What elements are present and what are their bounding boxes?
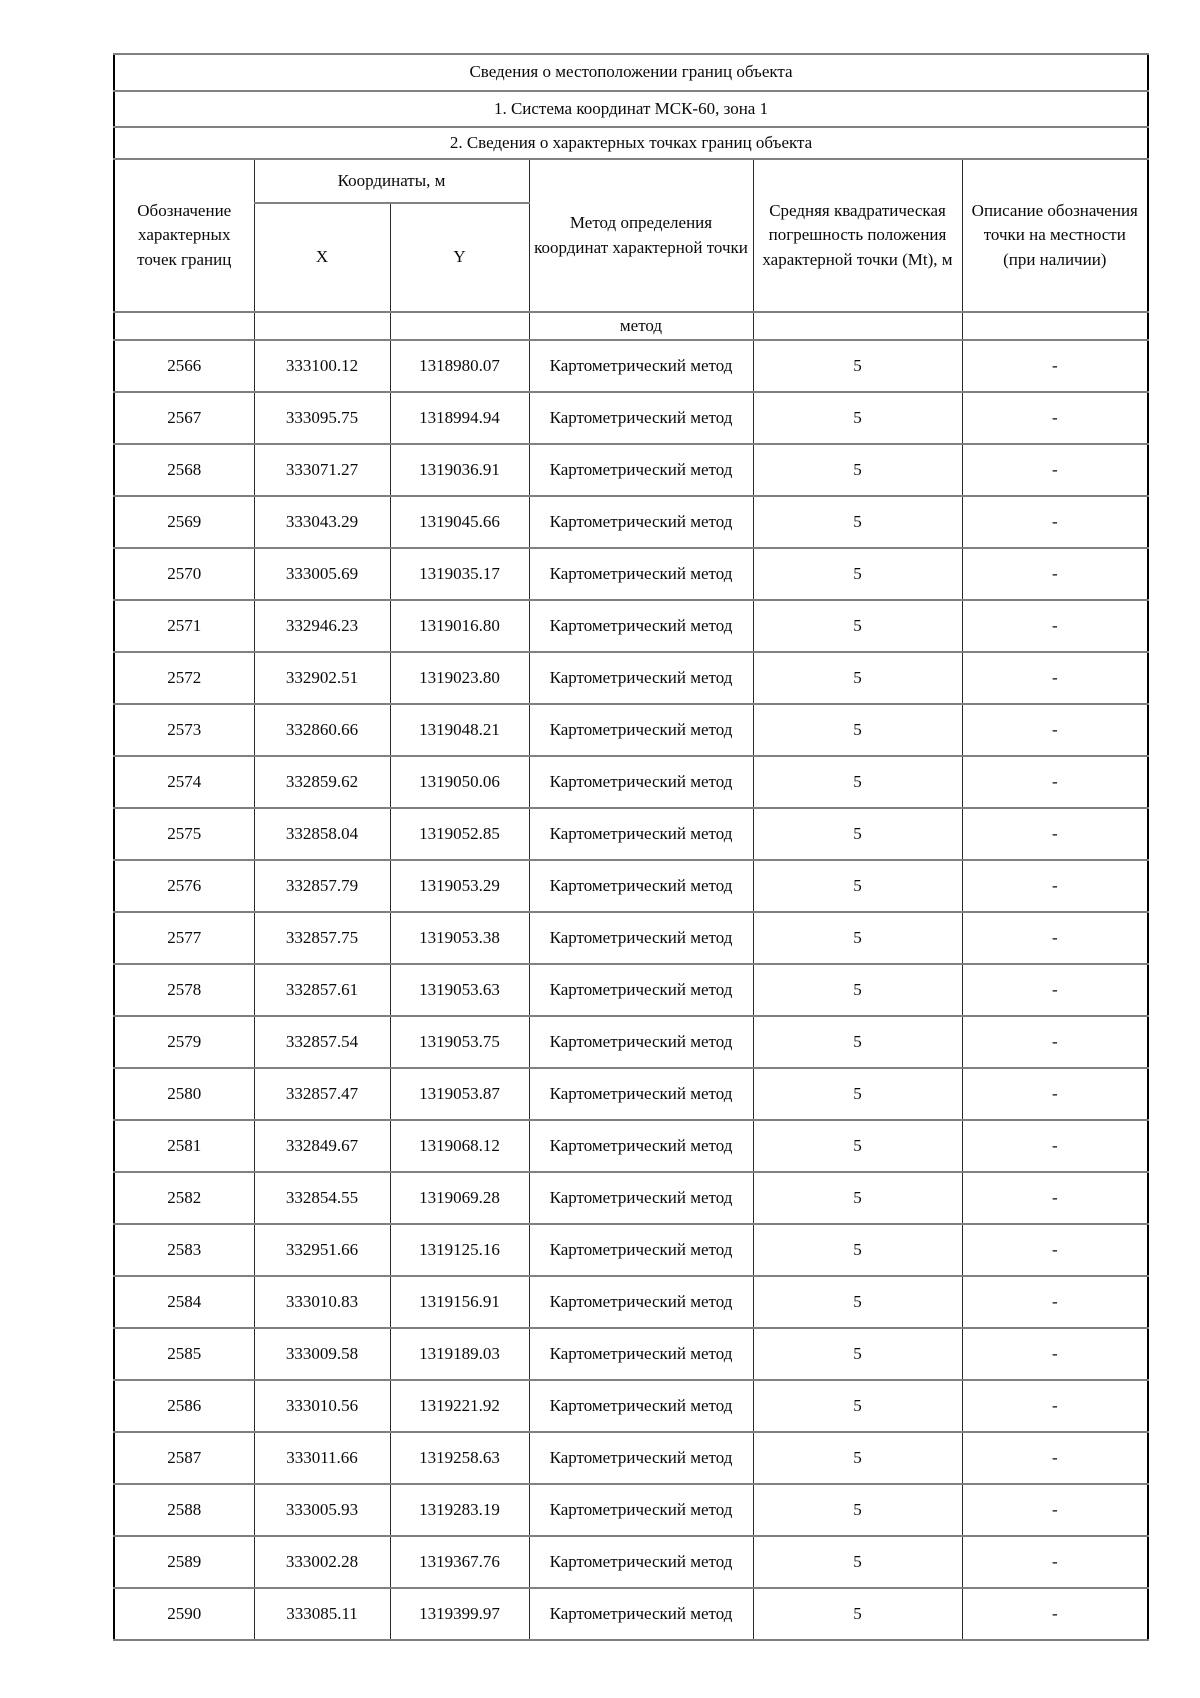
x-cell bbox=[254, 312, 390, 340]
method-cell: Картометрический метод bbox=[529, 808, 753, 860]
description-cell: - bbox=[962, 340, 1148, 392]
x-cell: 332857.54 bbox=[254, 1016, 390, 1068]
method-cell: Картометрический метод bbox=[529, 756, 753, 808]
method-cell: Картометрический метод bbox=[529, 964, 753, 1016]
point-cell: 2568 bbox=[114, 444, 254, 496]
point-cell: 2571 bbox=[114, 600, 254, 652]
x-cell: 332860.66 bbox=[254, 704, 390, 756]
y-cell: 1319283.19 bbox=[390, 1484, 529, 1536]
method-cell: Картометрический метод bbox=[529, 1380, 753, 1432]
point-cell: 2579 bbox=[114, 1016, 254, 1068]
coordinate-system-row bbox=[114, 91, 1148, 127]
y-cell: 1319053.38 bbox=[390, 912, 529, 964]
y-cell: 1319156.91 bbox=[390, 1276, 529, 1328]
point-cell: 2587 bbox=[114, 1432, 254, 1484]
x-cell: 332902.51 bbox=[254, 652, 390, 704]
x-cell: 333005.93 bbox=[254, 1484, 390, 1536]
y-cell: 1319016.80 bbox=[390, 600, 529, 652]
table-row bbox=[114, 1328, 1148, 1380]
header-description: Описание обозначения точки на местности (при наличии) bbox=[962, 159, 1148, 312]
error-cell: 5 bbox=[753, 1536, 962, 1588]
point-cell: 2583 bbox=[114, 1224, 254, 1276]
error-cell: 5 bbox=[753, 1588, 962, 1640]
method-cell: Картометрический метод bbox=[529, 1224, 753, 1276]
point-cell: 2570 bbox=[114, 548, 254, 600]
y-cell: 1319048.21 bbox=[390, 704, 529, 756]
method-cell: Картометрический метод bbox=[529, 496, 753, 548]
error-cell: 5 bbox=[753, 600, 962, 652]
table-row bbox=[114, 1120, 1148, 1172]
point-cell: 2588 bbox=[114, 1484, 254, 1536]
error-cell: 5 bbox=[753, 1276, 962, 1328]
x-cell: 333010.83 bbox=[254, 1276, 390, 1328]
x-cell: 333043.29 bbox=[254, 496, 390, 548]
document-title: Сведения о местоположении границ объекта bbox=[114, 54, 1148, 91]
x-cell: 332854.55 bbox=[254, 1172, 390, 1224]
table-row bbox=[114, 1380, 1148, 1432]
error-cell: 5 bbox=[753, 1120, 962, 1172]
column-headers-row bbox=[114, 159, 1148, 203]
table-row bbox=[114, 808, 1148, 860]
point-cell bbox=[114, 312, 254, 340]
error-cell: 5 bbox=[753, 704, 962, 756]
point-cell: 2582 bbox=[114, 1172, 254, 1224]
point-cell: 2585 bbox=[114, 1328, 254, 1380]
description-cell bbox=[962, 312, 1148, 340]
points-tbody bbox=[114, 312, 1148, 1640]
header-coordinates-group: Координаты, м bbox=[254, 159, 529, 203]
description-cell: - bbox=[962, 704, 1148, 756]
table-row bbox=[114, 1588, 1148, 1640]
y-cell: 1319399.97 bbox=[390, 1588, 529, 1640]
method-cell: Картометрический метод bbox=[529, 860, 753, 912]
x-cell: 333005.69 bbox=[254, 548, 390, 600]
table-row bbox=[114, 860, 1148, 912]
x-cell: 333010.56 bbox=[254, 1380, 390, 1432]
point-cell: 2586 bbox=[114, 1380, 254, 1432]
point-cell: 2577 bbox=[114, 912, 254, 964]
table-row bbox=[114, 1276, 1148, 1328]
description-cell: - bbox=[962, 548, 1148, 600]
method-cell: Картометрический метод bbox=[529, 392, 753, 444]
table-row bbox=[114, 912, 1148, 964]
method-cell: Картометрический метод bbox=[529, 1484, 753, 1536]
method-cell: Картометрический метод bbox=[529, 1588, 753, 1640]
method-cell: метод bbox=[529, 312, 753, 340]
description-cell: - bbox=[962, 392, 1148, 444]
point-cell: 2589 bbox=[114, 1536, 254, 1588]
point-cell: 2581 bbox=[114, 1120, 254, 1172]
error-cell: 5 bbox=[753, 1068, 962, 1120]
table-row bbox=[114, 444, 1148, 496]
error-cell: 5 bbox=[753, 964, 962, 1016]
error-cell: 5 bbox=[753, 1016, 962, 1068]
error-cell: 5 bbox=[753, 444, 962, 496]
y-cell: 1319053.63 bbox=[390, 964, 529, 1016]
point-cell: 2578 bbox=[114, 964, 254, 1016]
header-x: X bbox=[254, 203, 390, 312]
method-cell: Картометрический метод bbox=[529, 600, 753, 652]
y-cell: 1319221.92 bbox=[390, 1380, 529, 1432]
description-cell: - bbox=[962, 756, 1148, 808]
table-row bbox=[114, 1016, 1148, 1068]
point-cell: 2566 bbox=[114, 340, 254, 392]
table-row bbox=[114, 496, 1148, 548]
y-cell: 1319035.17 bbox=[390, 548, 529, 600]
method-cell: Картометрический метод bbox=[529, 912, 753, 964]
method-cell: Картометрический метод bbox=[529, 1328, 753, 1380]
table-row bbox=[114, 756, 1148, 808]
header-method: Метод определения координат характерной точки bbox=[529, 159, 753, 312]
point-cell: 2572 bbox=[114, 652, 254, 704]
method-cell: Картометрический метод bbox=[529, 1172, 753, 1224]
y-cell: 1319189.03 bbox=[390, 1328, 529, 1380]
description-cell: - bbox=[962, 1172, 1148, 1224]
coordinate-system-label: 1. Система координат МСК-60, зона 1 bbox=[114, 91, 1148, 127]
description-cell: - bbox=[962, 912, 1148, 964]
method-cell: Картометрический метод bbox=[529, 1068, 753, 1120]
table-row bbox=[114, 1432, 1148, 1484]
boundary-points-table bbox=[113, 53, 1149, 1641]
description-cell: - bbox=[962, 600, 1148, 652]
method-cell: Картометрический метод bbox=[529, 444, 753, 496]
x-cell: 332857.61 bbox=[254, 964, 390, 1016]
y-cell: 1319036.91 bbox=[390, 444, 529, 496]
x-cell: 332857.79 bbox=[254, 860, 390, 912]
description-cell: - bbox=[962, 860, 1148, 912]
table-row bbox=[114, 340, 1148, 392]
description-cell: - bbox=[962, 1380, 1148, 1432]
y-cell: 1319050.06 bbox=[390, 756, 529, 808]
x-cell: 333002.28 bbox=[254, 1536, 390, 1588]
point-cell: 2574 bbox=[114, 756, 254, 808]
method-cell: Картометрический метод bbox=[529, 1016, 753, 1068]
header-y: Y bbox=[390, 203, 529, 312]
method-cell: Картометрический метод bbox=[529, 1276, 753, 1328]
y-cell: 1319068.12 bbox=[390, 1120, 529, 1172]
description-cell: - bbox=[962, 652, 1148, 704]
error-cell: 5 bbox=[753, 1380, 962, 1432]
carryover-row bbox=[114, 312, 1148, 340]
point-cell: 2576 bbox=[114, 860, 254, 912]
method-cell: Картометрический метод bbox=[529, 652, 753, 704]
description-cell: - bbox=[962, 1536, 1148, 1588]
error-cell: 5 bbox=[753, 496, 962, 548]
error-cell: 5 bbox=[753, 912, 962, 964]
table-row bbox=[114, 704, 1148, 756]
method-cell: Картометрический метод bbox=[529, 548, 753, 600]
description-cell: - bbox=[962, 444, 1148, 496]
point-cell: 2573 bbox=[114, 704, 254, 756]
table-row bbox=[114, 392, 1148, 444]
description-cell: - bbox=[962, 496, 1148, 548]
x-cell: 333095.75 bbox=[254, 392, 390, 444]
point-cell: 2575 bbox=[114, 808, 254, 860]
y-cell: 1318980.07 bbox=[390, 340, 529, 392]
table-row bbox=[114, 1224, 1148, 1276]
description-cell: - bbox=[962, 964, 1148, 1016]
x-cell: 332857.75 bbox=[254, 912, 390, 964]
x-cell: 332946.23 bbox=[254, 600, 390, 652]
document-title-row bbox=[114, 54, 1148, 91]
y-cell: 1319053.75 bbox=[390, 1016, 529, 1068]
section-2-label: 2. Сведения о характерных точках границ объекта bbox=[114, 127, 1148, 159]
y-cell: 1319053.29 bbox=[390, 860, 529, 912]
error-cell: 5 bbox=[753, 1484, 962, 1536]
point-cell: 2590 bbox=[114, 1588, 254, 1640]
y-cell: 1319023.80 bbox=[390, 652, 529, 704]
error-cell: 5 bbox=[753, 1328, 962, 1380]
error-cell: 5 bbox=[753, 548, 962, 600]
error-cell: 5 bbox=[753, 1224, 962, 1276]
y-cell bbox=[390, 312, 529, 340]
description-cell: - bbox=[962, 1588, 1148, 1640]
description-cell: - bbox=[962, 1484, 1148, 1536]
y-cell: 1318994.94 bbox=[390, 392, 529, 444]
error-cell: 5 bbox=[753, 340, 962, 392]
table-row bbox=[114, 964, 1148, 1016]
method-cell: Картометрический метод bbox=[529, 1120, 753, 1172]
table-row bbox=[114, 1172, 1148, 1224]
description-cell: - bbox=[962, 1432, 1148, 1484]
table-row bbox=[114, 1536, 1148, 1588]
table-head bbox=[114, 54, 1148, 312]
description-cell: - bbox=[962, 1328, 1148, 1380]
header-error: Средняя квадратическая погрешность положения характерной точки (Mt), м bbox=[753, 159, 962, 312]
x-cell: 333100.12 bbox=[254, 340, 390, 392]
y-cell: 1319069.28 bbox=[390, 1172, 529, 1224]
point-cell: 2584 bbox=[114, 1276, 254, 1328]
error-cell: 5 bbox=[753, 392, 962, 444]
x-cell: 332951.66 bbox=[254, 1224, 390, 1276]
x-cell: 333009.58 bbox=[254, 1328, 390, 1380]
description-cell: - bbox=[962, 1068, 1148, 1120]
x-cell: 333085.11 bbox=[254, 1588, 390, 1640]
x-cell: 333071.27 bbox=[254, 444, 390, 496]
x-cell: 332857.47 bbox=[254, 1068, 390, 1120]
method-cell: Картометрический метод bbox=[529, 340, 753, 392]
x-cell: 333011.66 bbox=[254, 1432, 390, 1484]
x-cell: 332859.62 bbox=[254, 756, 390, 808]
y-cell: 1319258.63 bbox=[390, 1432, 529, 1484]
table-row bbox=[114, 548, 1148, 600]
error-cell: 5 bbox=[753, 1432, 962, 1484]
description-cell: - bbox=[962, 808, 1148, 860]
method-cell: Картометрический метод bbox=[529, 1432, 753, 1484]
method-cell: Картометрический метод bbox=[529, 704, 753, 756]
y-cell: 1319053.87 bbox=[390, 1068, 529, 1120]
table-row bbox=[114, 1484, 1148, 1536]
description-cell: - bbox=[962, 1224, 1148, 1276]
section-2-row bbox=[114, 127, 1148, 159]
error-cell bbox=[753, 312, 962, 340]
error-cell: 5 bbox=[753, 1172, 962, 1224]
header-point-designation: Обозначение характерных точек границ bbox=[114, 159, 254, 312]
error-cell: 5 bbox=[753, 756, 962, 808]
method-cell: Картометрический метод bbox=[529, 1536, 753, 1588]
x-cell: 332858.04 bbox=[254, 808, 390, 860]
description-cell: - bbox=[962, 1276, 1148, 1328]
y-cell: 1319367.76 bbox=[390, 1536, 529, 1588]
y-cell: 1319125.16 bbox=[390, 1224, 529, 1276]
description-cell: - bbox=[962, 1120, 1148, 1172]
point-cell: 2567 bbox=[114, 392, 254, 444]
x-cell: 332849.67 bbox=[254, 1120, 390, 1172]
table-row bbox=[114, 652, 1148, 704]
point-cell: 2569 bbox=[114, 496, 254, 548]
y-cell: 1319052.85 bbox=[390, 808, 529, 860]
table-row bbox=[114, 1068, 1148, 1120]
table-row bbox=[114, 600, 1148, 652]
point-cell: 2580 bbox=[114, 1068, 254, 1120]
error-cell: 5 bbox=[753, 652, 962, 704]
y-cell: 1319045.66 bbox=[390, 496, 529, 548]
error-cell: 5 bbox=[753, 808, 962, 860]
error-cell: 5 bbox=[753, 860, 962, 912]
description-cell: - bbox=[962, 1016, 1148, 1068]
